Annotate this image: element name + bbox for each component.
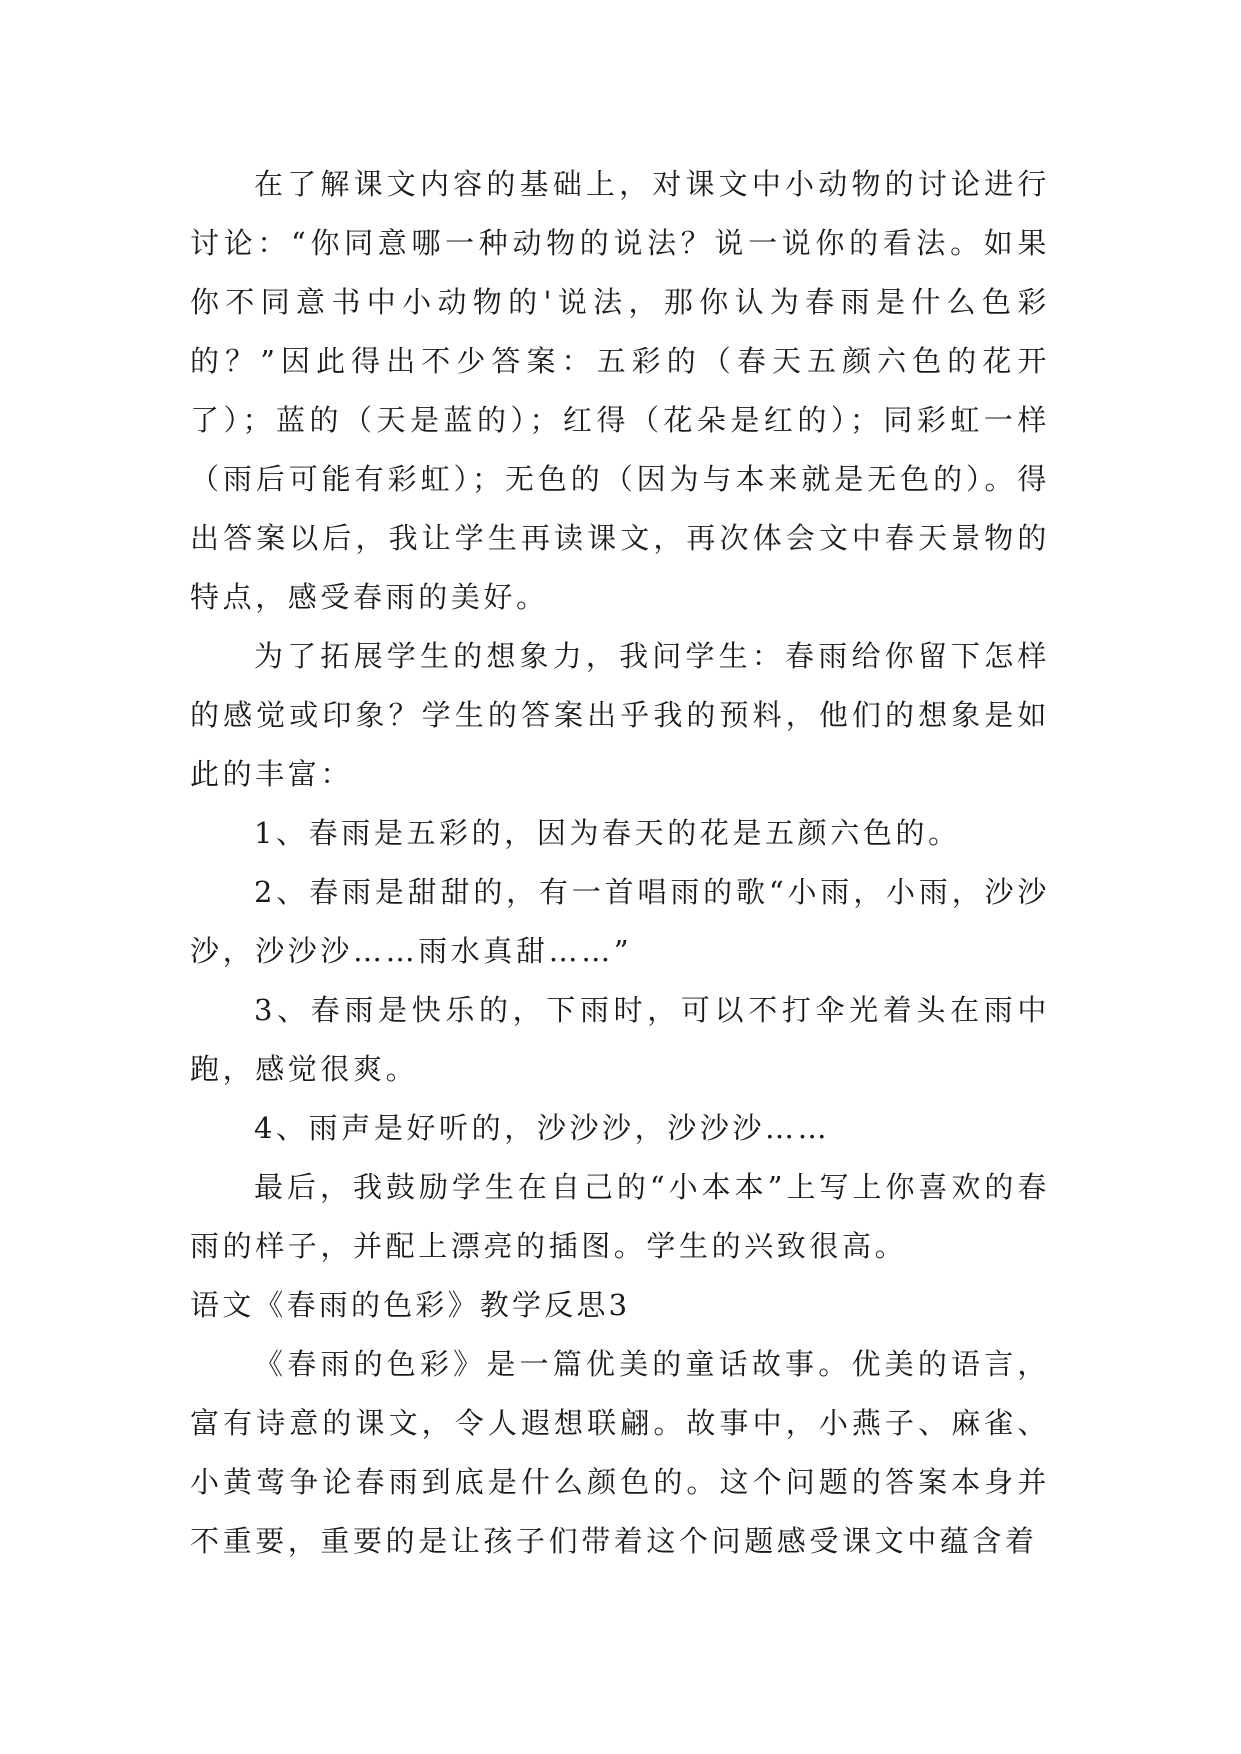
list-item: 2、春雨是甜甜的，有一首唱雨的歌“小雨，小雨，沙沙沙，沙沙沙……雨水真甜……” [190,875,1050,968]
body-paragraph: 《春雨的色彩》是一篇优美的童话故事。优美的语言，富有诗意的课文，令人遐想联翩。故事中，小燕子、麻雀、小黄莺争论春雨到底是什么颜色的。这个问题的答案本身并不重要，重要的是让孩子们带着这个问题感受课文中蕴含着 [190,1347,1050,1558]
list-item: 4、雨声是好听的，沙沙沙，沙沙沙…… [254,1111,831,1145]
document-body [190,155,1050,1571]
list-item: 3、春雨是快乐的，下雨时，可以不打伞光着头在雨中跑，感觉很爽。 [190,993,1050,1086]
list-item: 1、春雨是五彩的，因为春天的花是五颜六色的。 [254,816,961,850]
section-heading: 语文《春雨的色彩》教学反思3 [190,1288,631,1322]
body-paragraph: 在了解课文内容的基础上，对课文中小动物的讨论进行讨论：“你同意哪一种动物的说法？说一说你的看法。如果你不同意书中小动物的'说法，那你认为春雨是什么色彩的？”因此得出不少答案：五彩的（春天五颜六色的花开了）；蓝的（天是蓝的）；红得（花朵是红的）；同彩虹一样（雨后可能有彩虹）；无色的（因为与本来就是无色的）。得出答案以后，我让学生再读课文，再次体会文中春天景物的特点，感受春雨的美好。 [190,167,1050,614]
body-paragraph: 最后，我鼓励学生在自己的“小本本”上写上你喜欢的春雨的样子，并配上漂亮的插图。学生的兴致很高。 [190,1170,1050,1263]
body-paragraph: 为了拓展学生的想象力，我问学生：春雨给你留下怎样的感觉或印象？学生的答案出乎我的预料，他们的想象是如此的丰富： [190,639,1050,791]
